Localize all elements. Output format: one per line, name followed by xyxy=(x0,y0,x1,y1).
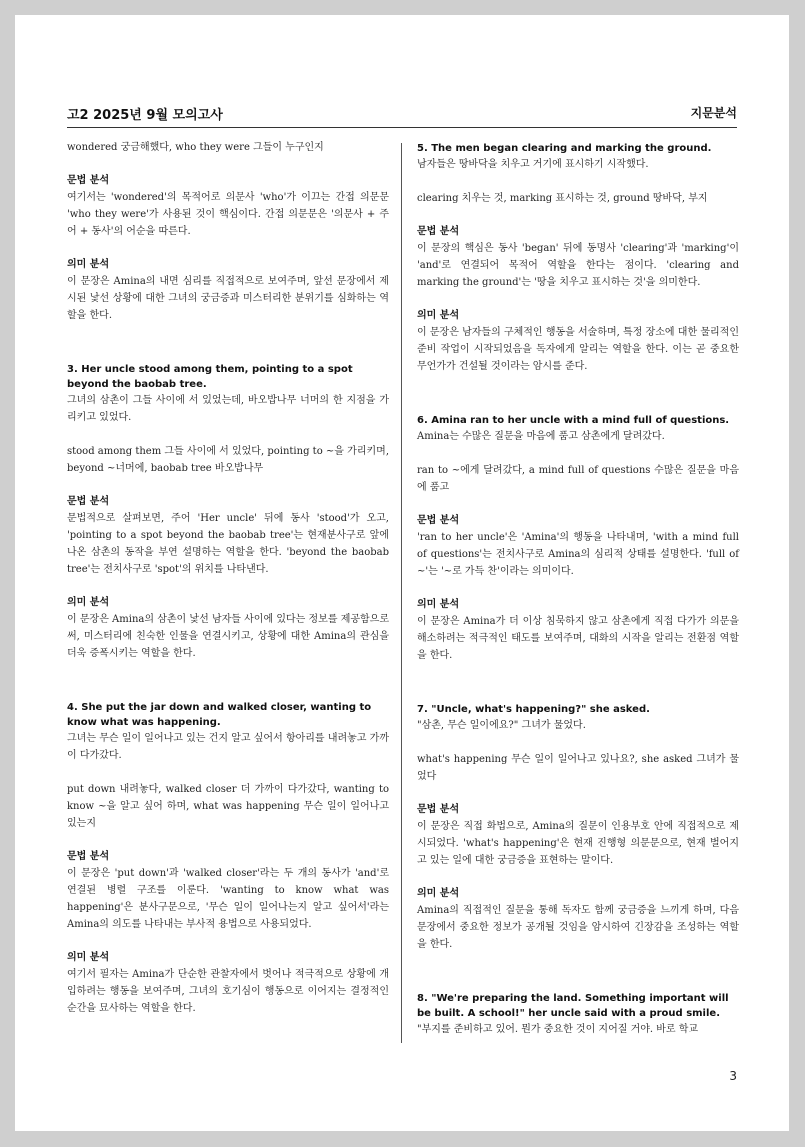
sentence-4-grammar: 이 문장은 'put down'과 'walked closer'라는 두 개의 동사가 'and'로 연결된 병렬 구조를 이룬다. 'wanting to know what was happening'은 분사구문으로, '무슨 일이 일어나는지 알고 싶어서'라는 Amina의 의도를 나타내는 부사적 용법으로 사용되었다. xyxy=(67,868,389,930)
sentence-4-title: 4. She put the jar down and walked closer, wanting to know what was happening. xyxy=(67,702,372,728)
grammar-heading: 문법 분석 xyxy=(417,804,460,815)
sentence-3-vocab: stood among them 그들 사이에 서 있었다, pointing to ~을 가리키며, beyond ~너머에, baobab tree 바오밥나무 xyxy=(67,446,389,474)
sentence-4-vocab: put down 내려놓다, walked closer 더 가까이 다가갔다, wanting to know ~을 알고 싶어 하며, what was happening 무슨 일이 일어나고 있는지 xyxy=(67,784,389,829)
grammar-heading: 문법 분석 xyxy=(67,496,110,507)
s2-grammar: 여기서는 'wondered'의 목적어로 의문사 'who'가 이끄는 간접 의문문 'who they were'가 사용된 것이 핵심이다. 간접 의문문은 '의문사 + 주어 + 동사'의 어순을 따른다. xyxy=(67,192,389,237)
section-label: 지문분석 xyxy=(690,106,737,120)
meaning-heading: 의미 분석 xyxy=(417,599,460,610)
sentence-4-translation: 그녀는 무슨 일이 일어나고 있는 건지 알고 싶어서 항아리를 내려놓고 가까이 다가갔다. xyxy=(67,733,389,761)
meaning-heading: 의미 분석 xyxy=(67,597,110,608)
sentence-8-translation: "부지를 준비하고 있어. 뭔가 중요한 것이 지어질 거야. 바로 학교 xyxy=(417,1024,699,1035)
sentence-6-title: 6. Amina ran to her uncle with a mind full of questions. xyxy=(417,415,730,426)
sentence-6-vocab: ran to ~에게 달려갔다, a mind full of questions 수많은 질문을 마음에 품고 xyxy=(417,465,739,493)
grammar-heading: 문법 분석 xyxy=(417,226,460,237)
sentence-4-meaning: 여기서 필자는 Amina가 단순한 관찰자에서 벗어나 적극적으로 상황에 개입하려는 행동을 보여주며, 그녀의 호기심이 행동으로 이어지는 결정적인 순간을 묘사하는 역할을 한다. xyxy=(67,969,389,1014)
sentence-3-translation: 그녀의 삼촌이 그들 사이에 서 있었는데, 바오밥나무 너머의 한 지점을 가리키고 있었다. xyxy=(67,395,389,423)
sentence-5-title: 5. The men began clearing and marking the ground. xyxy=(417,143,712,154)
page-header xyxy=(67,103,737,128)
page-number: 3 xyxy=(729,1069,737,1083)
sentence-8-title: 8. "We're preparing the land. Something important will be built. A school!" her uncle said with a proud smile. xyxy=(417,993,729,1019)
sentence-7-meaning: Amina의 직접적인 질문을 통해 독자도 함께 궁금증을 느끼게 하며, 다음 문장에서 중요한 정보가 공개될 것임을 암시하여 긴장감을 조성하는 역할을 한다. xyxy=(417,905,739,950)
sentence-7-translation: "삼촌, 무슨 일이에요?" 그녀가 물었다. xyxy=(417,720,586,731)
document-page xyxy=(15,15,789,1131)
sentence-5-meaning: 이 문장은 남자들의 구체적인 행동을 서술하며, 특정 장소에 대한 물리적인 준비 작업이 시작되었음을 독자에게 알리는 역할을 한다. 이는 곧 중요한 무언가가 건설될 것이라는 암시를 준다. xyxy=(417,327,739,372)
sentence-5-translation: 남자들은 땅바닥을 치우고 거기에 표시하기 시작했다. xyxy=(417,159,649,170)
grammar-heading: 문법 분석 xyxy=(67,175,110,186)
grammar-heading: 문법 분석 xyxy=(67,851,110,862)
sentence-7-title: 7. "Uncle, what's happening?" she asked. xyxy=(417,704,650,715)
sentence-5-grammar: 이 문장의 핵심은 동사 'began' 뒤에 동명사 'clearing'과 'marking'이 'and'로 연결되어 목적어 역할을 한다는 점이다. 'clearing and marking the ground'는 '땅을 치우고 표시하는 것'을 의미한다. xyxy=(417,243,739,288)
exam-title: 고2 2025년 9월 모의고사 xyxy=(67,108,223,123)
sentence-7-grammar: 이 문장은 직접 화법으로, Amina의 질문이 인용부호 안에 직접적으로 제시되었다. 'what's happening'은 현재 진행형 의문문으로, 현재 벌어지고 있는 일에 대한 궁금증을 표현하는 말이다. xyxy=(417,821,739,866)
s2-meaning: 이 문장은 Amina의 내면 심리를 직접적으로 보여주며, 앞선 문장에서 제시된 낯선 상황에 대한 그녀의 궁금증과 미스터리한 분위기를 심화하는 역할을 한다. xyxy=(67,276,389,321)
sentence-3-title: 3. Her uncle stood among them, pointing to a spot beyond the baobab tree. xyxy=(67,364,353,390)
grammar-heading: 문법 분석 xyxy=(417,515,460,526)
sentence-3-grammar: 문법적으로 살펴보면, 주어 'Her uncle' 뒤에 동사 'stood'가 오고, 'pointing to a spot beyond the baobab tree'는 현재분사구로 앞에 나온 삼촌의 동작을 부연 설명하는 역할을 한다. 'beyond the baobab tree'는 전치사구로 'spot'의 위치를 나타낸다. xyxy=(67,513,389,575)
meaning-heading: 의미 분석 xyxy=(417,888,460,899)
column-divider xyxy=(401,143,402,1043)
sentence-3-meaning: 이 문장은 Amina의 삼촌이 낯선 남자들 사이에 있다는 정보를 제공함으로써, 미스터리에 친숙한 인물을 연결시키고, 상황에 대한 Amina의 관심을 더욱 증폭시키는 역할을 한다. xyxy=(67,614,389,659)
s2-vocab: wondered 궁금해했다, who they were 그들이 누구인지 xyxy=(67,142,324,153)
meaning-heading: 의미 분석 xyxy=(67,259,110,270)
meaning-heading: 의미 분석 xyxy=(67,952,110,963)
meaning-heading: 의미 분석 xyxy=(417,310,460,321)
left-column xyxy=(67,139,389,1017)
sentence-6-grammar: 'ran to her uncle'은 'Amina'의 행동을 나타내며, 'with a mind full of questions'는 전치사구로 Amina의 심리적 상태를 설명한다. 'full of ~'는 '~로 가득 찬'이라는 의미이다. xyxy=(417,532,739,577)
right-column xyxy=(417,139,739,1038)
sentence-6-translation: Amina는 수많은 질문을 마음에 품고 삼촌에게 달려갔다. xyxy=(417,431,665,442)
sentence-7-vocab: what's happening 무슨 일이 일어나고 있나요?, she asked 그녀가 물었다 xyxy=(417,754,739,782)
sentence-5-vocab: clearing 치우는 것, marking 표시하는 것, ground 땅바닥, 부지 xyxy=(417,193,708,204)
sentence-6-meaning: 이 문장은 Amina가 더 이상 침묵하지 않고 삼촌에게 직접 다가가 의문을 해소하려는 적극적인 태도를 보여주며, 대화의 시작을 알리는 전환점 역할을 한다. xyxy=(417,616,739,661)
